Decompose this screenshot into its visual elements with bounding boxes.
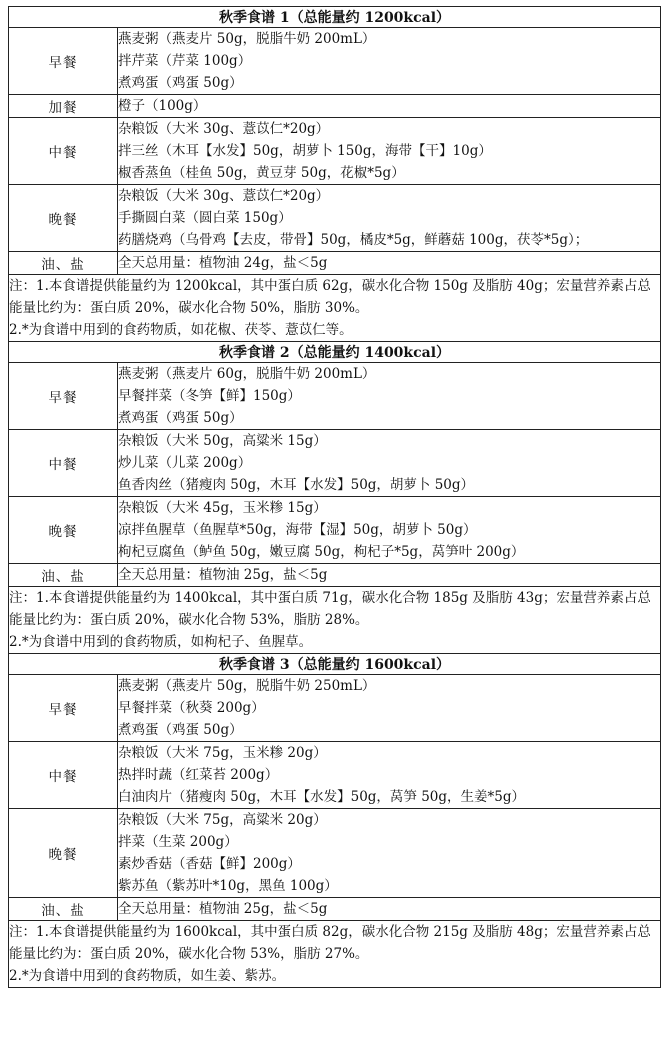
plan-notes-row [9,275,661,342]
plan-title: 秋季食谱 1（总能量约 1200kcal） [9,7,661,28]
dish-item: 凉拌鱼腥草（鱼腥草*50g，海带【湿】50g，胡萝卜 50g） [118,522,477,538]
dish-item: 拌芹菜（芹菜 100g） [118,53,252,69]
note-line: 注：1.本食谱提供能量约为 1200kcal，其中蛋白质 62g，碳水化合物 150g 及脂肪 40g；宏量营养素占总能量比约为：蛋白质 20%，碳水化合物 50%，脂肪 30%。 [9,278,651,316]
dish-item: 橙子（100g） [118,98,207,114]
recipe-document [8,6,660,988]
recipe-table-body [9,7,661,988]
meal-row [9,564,661,587]
dish-list [118,809,661,898]
dish-item: 早餐拌菜（冬笋【鲜】150g） [118,388,301,404]
dish-item: 炒儿菜（儿菜 200g） [118,455,252,471]
dish-item: 杂粮饭（大米 45g，玉米糁 15g） [118,500,327,516]
meal-label: 加餐 [9,95,118,118]
dish-list [118,28,661,95]
meal-row [9,252,661,275]
meal-label: 中餐 [9,118,118,185]
meal-row [9,118,661,185]
meal-label: 晚餐 [9,809,118,898]
dish-list [118,252,661,275]
dish-item: 白油肉片（猪瘦肉 50g，木耳【水发】50g，莴笋 50g，生姜*5g） [118,789,526,805]
dish-item: 煮鸡蛋（鸡蛋 50g） [118,75,243,91]
dish-item: 杂粮饭（大米 30g、薏苡仁*20g） [118,188,330,204]
dish-item: 热拌时蔬（红菜苔 200g） [118,767,279,783]
meal-row [9,742,661,809]
meal-label: 油、盐 [9,252,118,275]
dish-list [118,430,661,497]
dish-list [118,363,661,430]
meal-row [9,898,661,921]
dish-item: 杂粮饭（大米 75g，玉米糁 20g） [118,745,327,761]
recipe-table [8,6,661,988]
dish-item: 杂粮饭（大米 50g，高粱米 15g） [118,433,327,449]
dish-list [118,185,661,252]
plan-notes [9,587,661,654]
dish-item: 燕麦粥（燕麦片 50g，脱脂牛奶 250mL） [118,678,376,694]
dish-list [118,497,661,564]
dish-item: 煮鸡蛋（鸡蛋 50g） [118,410,243,426]
dish-item: 全天总用量：植物油 24g，盐＜5g [118,255,328,271]
dish-item: 素炒香菇（香菇【鲜】200g） [118,856,301,872]
dish-item: 全天总用量：植物油 25g，盐＜5g [118,901,328,917]
meal-label: 中餐 [9,430,118,497]
note-line: 2.*为食谱中用到的食药物质，如花椒、茯苓、薏苡仁等。 [9,322,353,338]
meal-label: 油、盐 [9,898,118,921]
plan-title: 秋季食谱 2（总能量约 1400kcal） [9,342,661,363]
dish-list [118,118,661,185]
note-line: 2.*为食谱中用到的食药物质，如枸杞子、鱼腥草。 [9,634,313,650]
dish-item: 药膳烧鸡（乌骨鸡【去皮，带骨】50g，橘皮*5g，鲜蘑菇 100g，茯苓*5g）； [118,232,589,248]
dish-item: 燕麦粥（燕麦片 60g，脱脂牛奶 200mL） [118,366,376,382]
note-line: 注：1.本食谱提供能量约为 1600kcal，其中蛋白质 82g，碳水化合物 215g 及脂肪 48g；宏量营养素占总能量比约为：蛋白质 20%，碳水化合物 53%，脂肪 27%。 [9,924,651,962]
dish-item: 煮鸡蛋（鸡蛋 50g） [118,722,243,738]
plan-title-row [9,342,661,363]
dish-item: 早餐拌菜（秋葵 200g） [118,700,265,716]
dish-list [118,564,661,587]
plan-notes [9,921,661,988]
dish-item: 枸杞豆腐鱼（鲈鱼 50g，嫩豆腐 50g，枸杞子*5g，莴笋叶 200g） [118,544,525,560]
dish-item: 杂粮饭（大米 30g、薏苡仁*20g） [118,121,330,137]
meal-row [9,675,661,742]
dish-item: 拌菜（生菜 200g） [118,834,238,850]
meal-row [9,185,661,252]
meal-label: 早餐 [9,675,118,742]
dish-item: 全天总用量：植物油 25g，盐＜5g [118,567,328,583]
dish-item: 杂粮饭（大米 75g，高粱米 20g） [118,812,327,828]
note-line: 2.*为食谱中用到的食药物质，如生姜、紫苏。 [9,968,286,984]
meal-label: 早餐 [9,363,118,430]
dish-item: 椒香蒸鱼（桂鱼 50g，黄豆芽 50g，花椒*5g） [118,165,405,181]
dish-item: 手撕圆白菜（圆白菜 150g） [118,210,292,226]
dish-item: 燕麦粥（燕麦片 50g，脱脂牛奶 200mL） [118,31,376,47]
dish-item: 鱼香肉丝（猪瘦肉 50g，木耳【水发】50g，胡萝卜 50g） [118,477,475,493]
meal-row [9,363,661,430]
plan-title-row [9,7,661,28]
meal-label: 早餐 [9,28,118,95]
meal-row [9,28,661,95]
dish-list [118,95,661,118]
dish-list [118,742,661,809]
meal-row [9,809,661,898]
dish-list [118,898,661,921]
meal-label: 晚餐 [9,185,118,252]
meal-label: 油、盐 [9,564,118,587]
dish-list [118,675,661,742]
dish-item: 拌三丝（木耳【水发】50g，胡萝卜 150g，海带【干】10g） [118,143,492,159]
note-line: 注：1.本食谱提供能量约为 1400kcal，其中蛋白质 71g，碳水化合物 185g 及脂肪 43g；宏量营养素占总能量比约为：蛋白质 20%，碳水化合物 53%，脂肪 28%。 [9,590,651,628]
plan-notes [9,275,661,342]
plan-notes-row [9,587,661,654]
meal-label: 中餐 [9,742,118,809]
meal-row [9,95,661,118]
dish-item: 紫苏鱼（紫苏叶*10g，黑鱼 100g） [118,878,338,894]
meal-row [9,430,661,497]
meal-label: 晚餐 [9,497,118,564]
plan-title-row [9,654,661,675]
plan-notes-row [9,921,661,988]
meal-row [9,497,661,564]
plan-title: 秋季食谱 3（总能量约 1600kcal） [9,654,661,675]
